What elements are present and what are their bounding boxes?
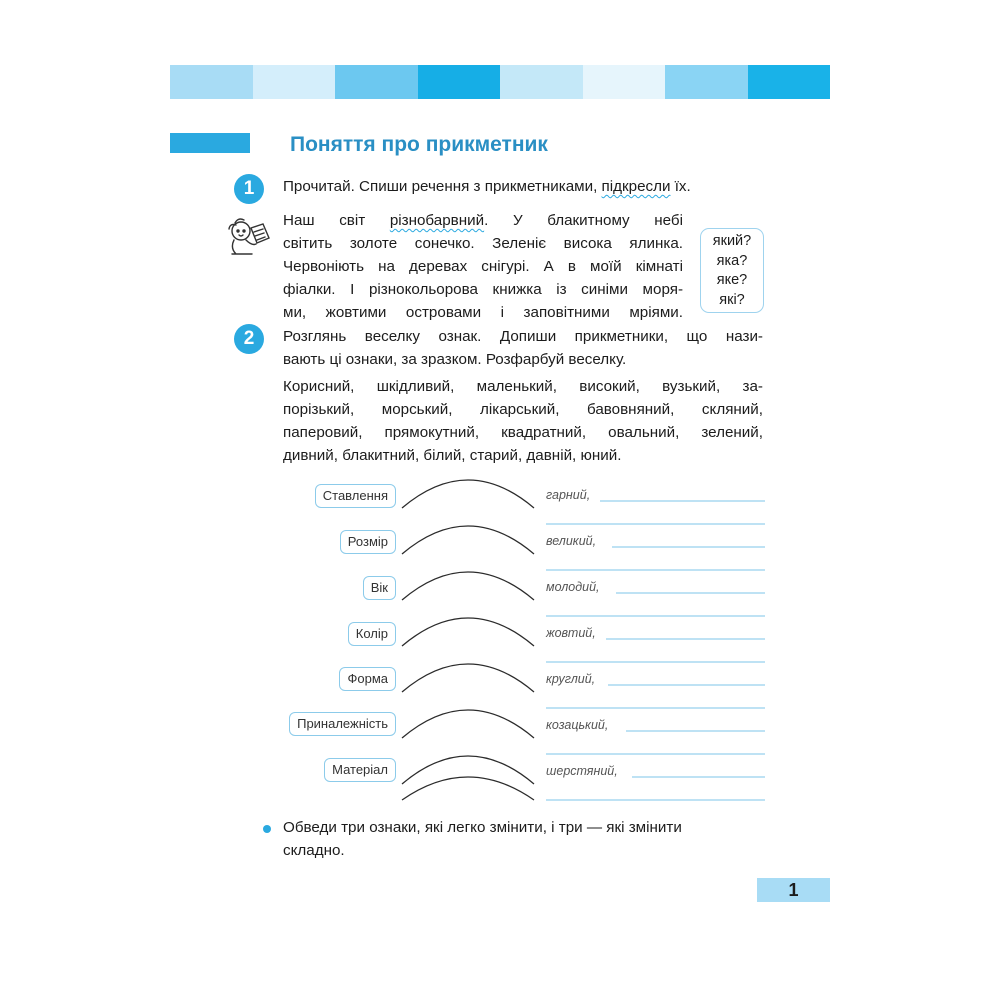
word-bank-line-1: Корисний, шкідливий, маленький, високий, вузький, за- — [283, 378, 763, 395]
rainbow-arc-5 — [402, 664, 534, 692]
label-stavlennia: Ставлення — [315, 484, 396, 508]
rainbow-arc-3 — [402, 572, 534, 600]
label-vik: Вік — [363, 576, 396, 600]
bullet-dot — [263, 825, 271, 833]
example-7: шерстяний, — [546, 764, 618, 778]
label-kolir: Колір — [348, 622, 396, 646]
label-forma: Форма — [339, 667, 396, 691]
example-1: гарний, — [546, 488, 591, 502]
word-bank-line-4: дивний, блакитний, білий, старий, давній, юний. — [283, 447, 622, 464]
rainbow-arc-6 — [402, 710, 534, 738]
question-1: який? — [712, 233, 752, 249]
bullet-task-line-1: Обведи три ознаки, які легко змінити, і три — які змінити — [283, 819, 682, 836]
page-title: Поняття про прикметник — [290, 133, 548, 156]
task-1-line-4: фіалки. І різнокольорова книжка із синіми моря- — [283, 281, 683, 298]
task-1-number: 1 — [234, 174, 264, 204]
task-1-instruction-part-3: їх. — [670, 178, 691, 195]
label-material: Матеріал — [324, 758, 396, 782]
question-4: які? — [719, 291, 745, 308]
task-1-line-5: ми, жовтими островами і заповітними мріями. — [283, 304, 683, 321]
rainbow-arc-2 — [402, 526, 534, 554]
task-1-instruction-part-1: Прочитай. Спиши речення з прикметниками, — [283, 178, 602, 195]
task-1-line-1-adjective: різнобарвний — [389, 212, 485, 229]
label-prynalezhnist: Приналежність — [289, 712, 396, 736]
rainbow-arc-8 — [402, 777, 534, 800]
example-6: козацький, — [546, 718, 609, 732]
question-3: яке? — [716, 272, 748, 288]
task-1-line-1-c: . У блакитному небі — [484, 212, 683, 229]
label-rozmir: Розмір — [340, 530, 396, 554]
example-2: великий, — [546, 534, 597, 548]
task-2-instruction-line-2: вають ці ознаки, за зразком. Розфарбуй веселку. — [283, 351, 627, 368]
rainbow-arc-1 — [402, 480, 534, 508]
example-5: круглий, — [546, 672, 596, 686]
example-3: молодий, — [546, 580, 600, 594]
rainbow-arc-7 — [402, 756, 534, 784]
task-1-line-2: світить золоте сонечко. Зеленіє висока ялинка. — [283, 235, 683, 252]
word-bank-line-3: паперовий, прямокутний, квадратний, овальний, зелений, — [283, 424, 763, 441]
bullet-task-line-2: складно. — [283, 842, 345, 859]
bullet-task — [283, 816, 763, 862]
task-2-number: 2 — [234, 324, 264, 354]
word-bank-line-2: порізький, морський, лікарський, бавовняний, скляний, — [283, 401, 763, 418]
task-1-line-3: Червоніють на деревах снігурі. А в моїй кімнаті — [283, 258, 683, 275]
question-2: яка? — [716, 252, 748, 269]
rainbow-arc-4 — [402, 618, 534, 646]
task-1-line-1-a: Наш світ — [283, 212, 390, 229]
task-1-instruction-underlined: підкресли — [601, 178, 671, 195]
example-4: жовтий, — [546, 626, 596, 640]
page-number: 1 — [757, 878, 830, 902]
task-2-instruction-line-1: Розглянь веселку ознак. Допиши прикметники, що нази- — [283, 328, 763, 345]
